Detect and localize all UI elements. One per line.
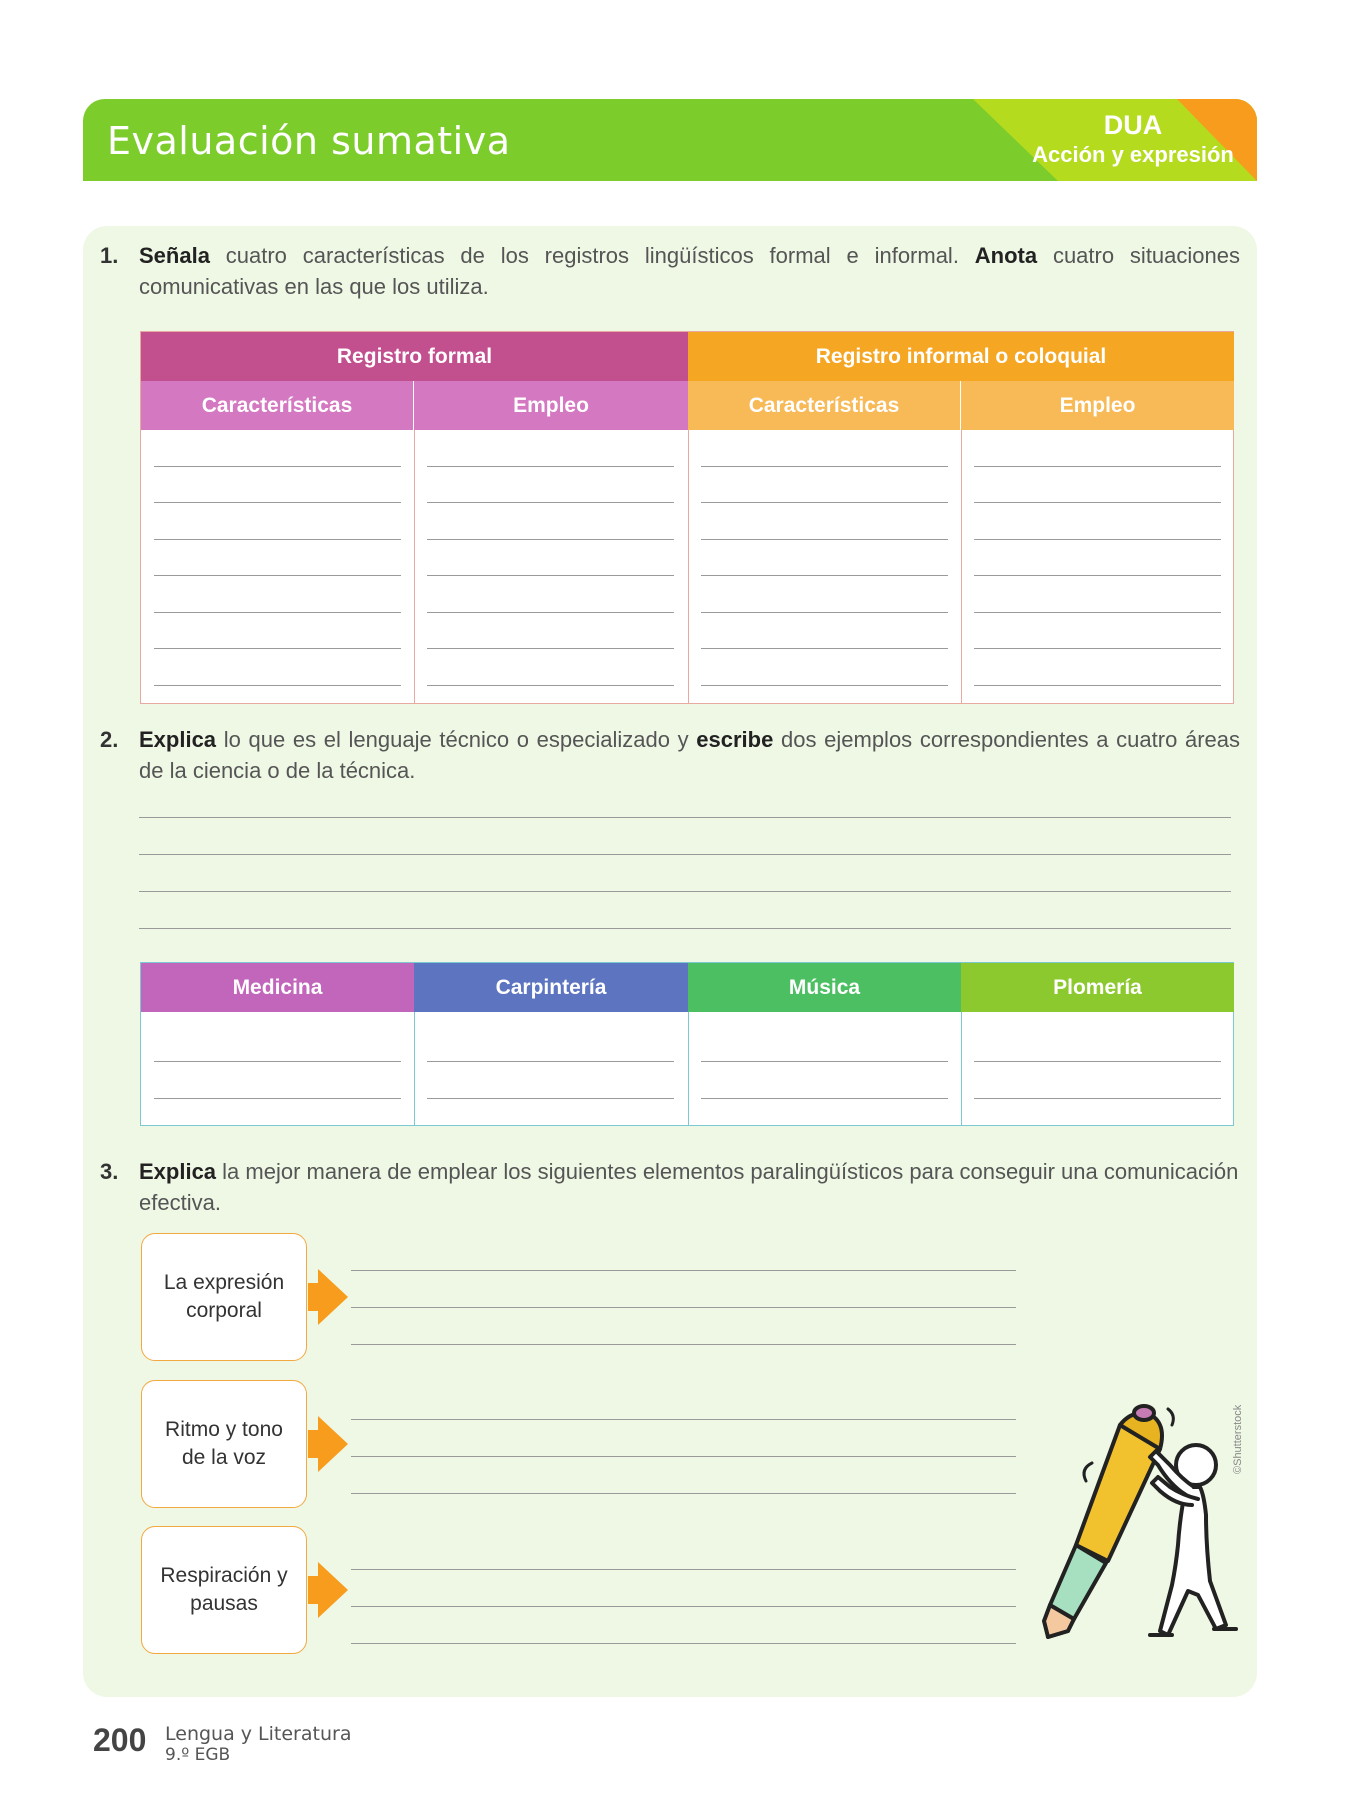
question-2-verb-2: escribe [696,727,774,752]
answer-line[interactable] [154,539,401,540]
page-number: 200 [93,1722,147,1758]
column-divider [961,430,962,704]
answer-line[interactable] [974,502,1221,503]
column-header-informal-characteristics: Características [688,381,961,430]
question-1 [100,240,1240,302]
answer-line[interactable] [351,1643,1016,1644]
answer-line[interactable] [974,1061,1221,1062]
answer-line[interactable] [427,539,674,540]
answer-line[interactable] [351,1606,1016,1607]
question-1-text-part-1: cuatro características de los registros lingüísticos formal e informal. [209,243,975,268]
answer-line[interactable] [974,685,1221,686]
column-divider [688,430,689,704]
answer-line[interactable] [427,612,674,613]
question-2-text-part-2: dos ejemplos correspondientes a cuatro áreas de la ciencia o de la técnica. [139,727,1241,783]
pen-figure-illustration [1010,1395,1250,1645]
column-divider [961,1012,962,1126]
question-2-text [139,724,1240,786]
group-header-formal: Registro formal [141,332,688,381]
answer-line[interactable] [154,502,401,503]
answer-line[interactable] [154,575,401,576]
answer-line[interactable] [139,891,1231,892]
dua-badge-title: DUA [1103,110,1163,140]
answer-line[interactable] [427,648,674,649]
group-header-informal: Registro informal o coloquial [688,332,1234,381]
question-2-number: 2. [100,727,119,752]
question-3-number: 3. [100,1159,119,1184]
answer-line[interactable] [139,854,1231,855]
answer-line[interactable] [701,539,948,540]
answer-line[interactable] [427,466,674,467]
answer-line[interactable] [974,612,1221,613]
answer-line[interactable] [351,1456,1016,1457]
column-divider [688,1012,689,1126]
answer-line[interactable] [351,1344,1016,1345]
answer-line[interactable] [139,817,1231,818]
question-2 [100,724,1240,786]
section-title: Evaluación sumativa [107,119,511,163]
answer-line[interactable] [351,1569,1016,1570]
column-divider [414,1012,415,1126]
question-1-verb-2: Anota [974,243,1038,268]
column-header-formal-characteristics: Características [141,381,414,430]
section-header [83,99,1257,181]
answer-line[interactable] [701,1061,948,1062]
answer-line[interactable] [701,612,948,613]
paralinguistic-item-box: Respiración y pausas [141,1526,307,1654]
registers-table [140,331,1234,704]
arrow-right-icon [308,1562,348,1618]
question-1-verb-1: Señala [139,243,210,268]
column-header-carpinteria: Carpintería [414,963,688,1012]
question-1-text [139,240,1240,302]
answer-line[interactable] [154,648,401,649]
footer-subject: Lengua y Literatura [165,1723,352,1745]
answer-line[interactable] [974,575,1221,576]
answer-line[interactable] [701,502,948,503]
question-3-text [139,1156,1240,1218]
answer-line[interactable] [154,1061,401,1062]
answer-line[interactable] [974,1098,1221,1099]
question-2-text-part-1: lo que es el lenguaje técnico o especializado y [216,727,697,752]
question-2-verb-1: Explica [139,727,217,752]
technical-language-table [140,962,1234,1126]
paralinguistic-item-box: Ritmo y tono de la voz [141,1380,307,1508]
answer-line[interactable] [427,685,674,686]
answer-line[interactable] [974,466,1221,467]
column-header-informal-usage: Empleo [961,381,1234,430]
answer-line[interactable] [974,539,1221,540]
paralinguistic-item-box: La expresión corporal [141,1233,307,1361]
column-header-musica: Música [688,963,961,1012]
answer-line[interactable] [701,575,948,576]
answer-line[interactable] [139,928,1231,929]
answer-line[interactable] [427,575,674,576]
answer-line[interactable] [154,612,401,613]
answer-line[interactable] [351,1419,1016,1420]
question-3-verb: Explica [139,1159,217,1184]
column-divider [414,430,415,704]
answer-line[interactable] [701,648,948,649]
footer-grade: 9.º EGB [165,1745,231,1765]
column-header-formal-usage: Empleo [414,381,688,430]
answer-line[interactable] [701,466,948,467]
answer-line[interactable] [974,648,1221,649]
answer-line[interactable] [351,1493,1016,1494]
answer-line[interactable] [427,1098,674,1099]
answer-line[interactable] [701,685,948,686]
dua-badge-subtitle: Acción y expresión [1032,142,1234,167]
image-credit: ©Shutterstock [1232,1404,1244,1474]
question-3-text-part-1: la mejor manera de emplear los siguientes elementos paralingüísticos para conseguir una comunicación efectiva. [139,1159,1239,1215]
arrow-right-icon [308,1416,348,1472]
answer-line[interactable] [154,1098,401,1099]
answer-line[interactable] [154,466,401,467]
answer-line[interactable] [154,685,401,686]
dua-badge [1028,109,1238,169]
answer-line[interactable] [427,1061,674,1062]
question-1-number: 1. [100,243,119,268]
answer-line[interactable] [351,1307,1016,1308]
question-3 [100,1156,1240,1218]
question-1-text-part-2: cuatro situaciones comunicativas en las que los utiliza. [139,243,1240,299]
arrow-right-icon [308,1269,348,1325]
answer-line[interactable] [427,502,674,503]
column-header-medicina: Medicina [141,963,414,1012]
column-header-plomeria: Plomería [961,963,1234,1012]
answer-line[interactable] [351,1270,1016,1271]
answer-line[interactable] [701,1098,948,1099]
